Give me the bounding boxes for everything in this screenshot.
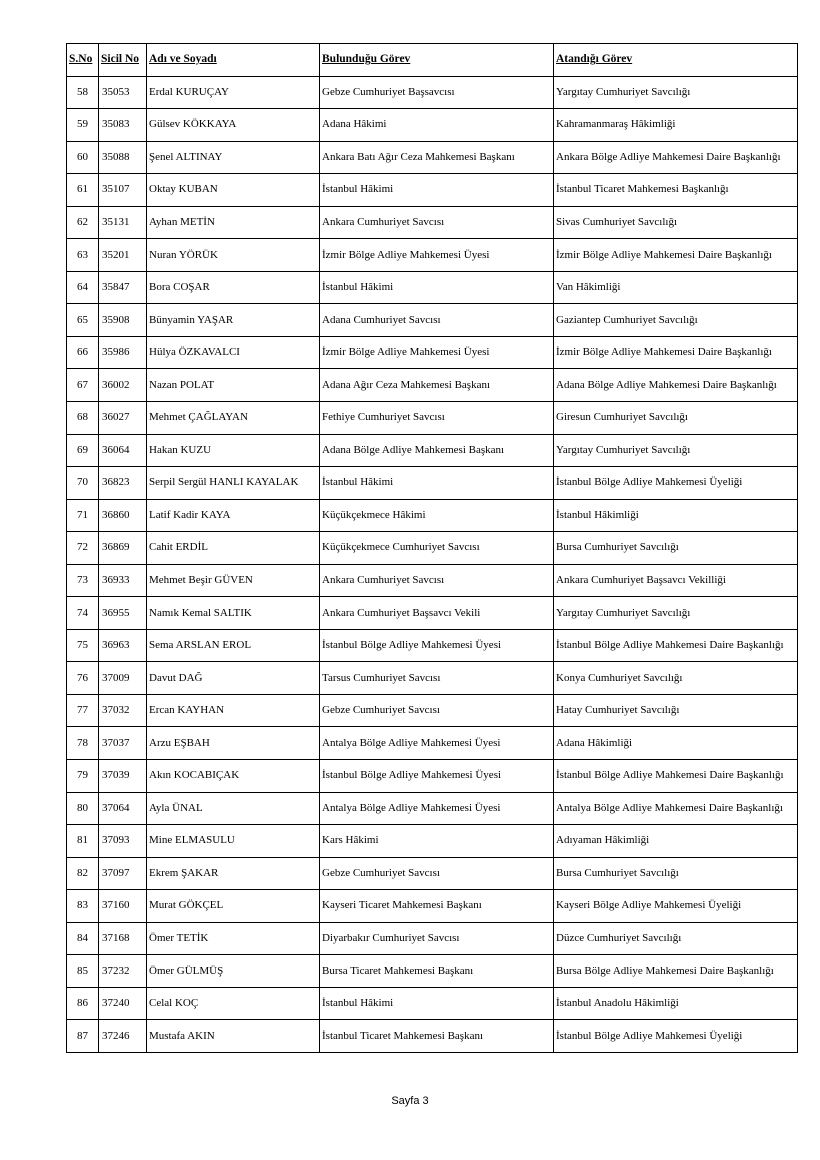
- cell-current-position: Ankara Batı Ağır Ceza Mahkemesi Başkanı: [320, 141, 554, 174]
- cell-current-position: İzmir Bölge Adliye Mahkemesi Üyesi: [320, 336, 554, 369]
- cell-sicil-no: 37032: [99, 694, 147, 727]
- cell-sicil-no: 37037: [99, 727, 147, 760]
- cell-sno: 75: [67, 629, 99, 662]
- cell-sno: 87: [67, 1020, 99, 1053]
- header-assigned-position: Atandığı Görev: [554, 44, 798, 77]
- table-row: [67, 402, 798, 435]
- table-row: [67, 336, 798, 369]
- cell-name: Erdal KURUÇAY: [147, 76, 320, 109]
- cell-sicil-no: 36869: [99, 532, 147, 565]
- page-number: Sayfa 3: [391, 1095, 429, 1107]
- cell-sicil-no: 37168: [99, 922, 147, 955]
- cell-current-position: Gebze Cumhuriyet Savcısı: [320, 694, 554, 727]
- cell-current-position: İstanbul Bölge Adliye Mahkemesi Üyesi: [320, 629, 554, 662]
- cell-name: Namık Kemal SALTIK: [147, 597, 320, 630]
- cell-assigned-position: İzmir Bölge Adliye Mahkemesi Daire Başkanlığı: [554, 336, 798, 369]
- cell-sno: 76: [67, 662, 99, 695]
- cell-sicil-no: 37064: [99, 792, 147, 825]
- cell-sno: 69: [67, 434, 99, 467]
- cell-sicil-no: 37093: [99, 825, 147, 858]
- cell-sicil-no: 37097: [99, 857, 147, 890]
- cell-name: Ekrem ŞAKAR: [147, 857, 320, 890]
- cell-sicil-no: 37009: [99, 662, 147, 695]
- cell-assigned-position: Yargıtay Cumhuriyet Savcılığı: [554, 76, 798, 109]
- table-row: [67, 499, 798, 532]
- cell-name: Ömer GÜLMÜŞ: [147, 955, 320, 988]
- cell-assigned-position: Giresun Cumhuriyet Savcılığı: [554, 402, 798, 435]
- cell-sicil-no: 35986: [99, 336, 147, 369]
- cell-name: Celal KOÇ: [147, 987, 320, 1020]
- cell-sicil-no: 35131: [99, 206, 147, 239]
- table-row: [67, 662, 798, 695]
- cell-current-position: İstanbul Hâkimi: [320, 174, 554, 207]
- cell-name: Akın KOCABIÇAK: [147, 760, 320, 793]
- cell-current-position: Kars Hâkimi: [320, 825, 554, 858]
- appointments-table: [66, 43, 798, 1053]
- cell-sno: 71: [67, 499, 99, 532]
- cell-sno: 74: [67, 597, 99, 630]
- cell-current-position: Adana Hâkimi: [320, 109, 554, 142]
- cell-sno: 79: [67, 760, 99, 793]
- cell-sicil-no: 35083: [99, 109, 147, 142]
- header-current-position: Bulunduğu Görev: [320, 44, 554, 77]
- table-row: [67, 922, 798, 955]
- table-row: [67, 597, 798, 630]
- cell-name: Ayhan METİN: [147, 206, 320, 239]
- cell-sno: 64: [67, 271, 99, 304]
- cell-sicil-no: 35053: [99, 76, 147, 109]
- table-row: [67, 206, 798, 239]
- cell-name: Bora COŞAR: [147, 271, 320, 304]
- cell-assigned-position: Ankara Cumhuriyet Başsavcı Vekilliği: [554, 564, 798, 597]
- cell-assigned-position: Yargıtay Cumhuriyet Savcılığı: [554, 597, 798, 630]
- cell-sno: 61: [67, 174, 99, 207]
- cell-name: Hakan KUZU: [147, 434, 320, 467]
- cell-name: Arzu EŞBAH: [147, 727, 320, 760]
- cell-name: Mine ELMASULU: [147, 825, 320, 858]
- cell-sicil-no: 37160: [99, 890, 147, 923]
- cell-current-position: İstanbul Hâkimi: [320, 987, 554, 1020]
- cell-sno: 72: [67, 532, 99, 565]
- table-row: [67, 727, 798, 760]
- cell-current-position: Küçükçekmece Cumhuriyet Savcısı: [320, 532, 554, 565]
- cell-sicil-no: 36027: [99, 402, 147, 435]
- cell-sicil-no: 37232: [99, 955, 147, 988]
- cell-name: Murat GÖKÇEL: [147, 890, 320, 923]
- table-row: [67, 141, 798, 174]
- cell-sicil-no: 37246: [99, 1020, 147, 1053]
- cell-current-position: Tarsus Cumhuriyet Savcısı: [320, 662, 554, 695]
- cell-sicil-no: 35908: [99, 304, 147, 337]
- table-row: [67, 434, 798, 467]
- table-row: [67, 694, 798, 727]
- cell-sno: 60: [67, 141, 99, 174]
- cell-sno: 84: [67, 922, 99, 955]
- cell-assigned-position: Hatay Cumhuriyet Savcılığı: [554, 694, 798, 727]
- cell-current-position: İstanbul Bölge Adliye Mahkemesi Üyesi: [320, 760, 554, 793]
- cell-name: Nazan POLAT: [147, 369, 320, 402]
- cell-sno: 81: [67, 825, 99, 858]
- cell-current-position: İstanbul Hâkimi: [320, 467, 554, 500]
- cell-assigned-position: Gaziantep Cumhuriyet Savcılığı: [554, 304, 798, 337]
- header-sicil-no: Sicil No: [99, 44, 147, 77]
- cell-assigned-position: Bursa Bölge Adliye Mahkemesi Daire Başkanlığı: [554, 955, 798, 988]
- cell-assigned-position: İstanbul Ticaret Mahkemesi Başkanlığı: [554, 174, 798, 207]
- cell-assigned-position: Kahramanmaraş Hâkimliği: [554, 109, 798, 142]
- cell-assigned-position: Düzce Cumhuriyet Savcılığı: [554, 922, 798, 955]
- cell-current-position: Adana Ağır Ceza Mahkemesi Başkanı: [320, 369, 554, 402]
- cell-sno: 73: [67, 564, 99, 597]
- header-name: Adı ve Soyadı: [147, 44, 320, 77]
- cell-sno: 68: [67, 402, 99, 435]
- cell-assigned-position: Konya Cumhuriyet Savcılığı: [554, 662, 798, 695]
- cell-sno: 83: [67, 890, 99, 923]
- cell-assigned-position: Yargıtay Cumhuriyet Savcılığı: [554, 434, 798, 467]
- cell-sicil-no: 37039: [99, 760, 147, 793]
- cell-name: Sema ARSLAN EROL: [147, 629, 320, 662]
- cell-sno: 77: [67, 694, 99, 727]
- cell-sicil-no: 35201: [99, 239, 147, 272]
- table-row: [67, 1020, 798, 1053]
- cell-sicil-no: 36933: [99, 564, 147, 597]
- table-row: [67, 825, 798, 858]
- cell-sno: 65: [67, 304, 99, 337]
- table-row: [67, 629, 798, 662]
- cell-assigned-position: Antalya Bölge Adliye Mahkemesi Daire Başkanlığı: [554, 792, 798, 825]
- cell-assigned-position: Adıyaman Hâkimliği: [554, 825, 798, 858]
- cell-sno: 80: [67, 792, 99, 825]
- cell-current-position: Gebze Cumhuriyet Savcısı: [320, 857, 554, 890]
- cell-assigned-position: İstanbul Hâkimliği: [554, 499, 798, 532]
- cell-name: Bünyamin YAŞAR: [147, 304, 320, 337]
- table-row: [67, 532, 798, 565]
- cell-sno: 82: [67, 857, 99, 890]
- cell-current-position: Ankara Cumhuriyet Savcısı: [320, 564, 554, 597]
- table-row: [67, 987, 798, 1020]
- cell-assigned-position: Adana Hâkimliği: [554, 727, 798, 760]
- cell-sno: 66: [67, 336, 99, 369]
- table-row: [67, 271, 798, 304]
- cell-name: Ayla ÜNAL: [147, 792, 320, 825]
- cell-sno: 86: [67, 987, 99, 1020]
- cell-sicil-no: 36064: [99, 434, 147, 467]
- cell-sno: 62: [67, 206, 99, 239]
- cell-current-position: Küçükçekmece Hâkimi: [320, 499, 554, 532]
- cell-current-position: Adana Cumhuriyet Savcısı: [320, 304, 554, 337]
- table-row: [67, 890, 798, 923]
- cell-current-position: Gebze Cumhuriyet Başsavcısı: [320, 76, 554, 109]
- cell-sno: 58: [67, 76, 99, 109]
- cell-sicil-no: 36955: [99, 597, 147, 630]
- table-row: [67, 792, 798, 825]
- table-row: [67, 955, 798, 988]
- cell-sno: 63: [67, 239, 99, 272]
- table-row: [67, 304, 798, 337]
- cell-sno: 70: [67, 467, 99, 500]
- table-row: [67, 857, 798, 890]
- cell-sicil-no: 35847: [99, 271, 147, 304]
- cell-name: Latif Kadir KAYA: [147, 499, 320, 532]
- cell-name: Mehmet ÇAĞLAYAN: [147, 402, 320, 435]
- cell-name: Şenel ALTINAY: [147, 141, 320, 174]
- table-row: [67, 174, 798, 207]
- cell-current-position: Kayseri Ticaret Mahkemesi Başkanı: [320, 890, 554, 923]
- cell-name: Mustafa AKIN: [147, 1020, 320, 1053]
- cell-current-position: Bursa Ticaret Mahkemesi Başkanı: [320, 955, 554, 988]
- cell-name: Serpil Sergül HANLI KAYALAK: [147, 467, 320, 500]
- table-header-row: [67, 44, 798, 77]
- cell-sicil-no: 36963: [99, 629, 147, 662]
- cell-assigned-position: Bursa Cumhuriyet Savcılığı: [554, 532, 798, 565]
- cell-name: Mehmet Beşir GÜVEN: [147, 564, 320, 597]
- cell-assigned-position: İstanbul Bölge Adliye Mahkemesi Üyeliği: [554, 467, 798, 500]
- cell-current-position: Ankara Cumhuriyet Başsavcı Vekili: [320, 597, 554, 630]
- cell-assigned-position: Kayseri Bölge Adliye Mahkemesi Üyeliği: [554, 890, 798, 923]
- cell-name: Hülya ÖZKAVALCI: [147, 336, 320, 369]
- cell-name: Ercan KAYHAN: [147, 694, 320, 727]
- cell-current-position: Diyarbakır Cumhuriyet Savcısı: [320, 922, 554, 955]
- table-row: [67, 369, 798, 402]
- cell-name: Nuran YÖRÜK: [147, 239, 320, 272]
- cell-assigned-position: İstanbul Anadolu Hâkimliği: [554, 987, 798, 1020]
- cell-current-position: Fethiye Cumhuriyet Savcısı: [320, 402, 554, 435]
- cell-current-position: Adana Bölge Adliye Mahkemesi Başkanı: [320, 434, 554, 467]
- table-row: [67, 564, 798, 597]
- table-body: [67, 76, 798, 1052]
- cell-sicil-no: 35088: [99, 141, 147, 174]
- cell-assigned-position: İzmir Bölge Adliye Mahkemesi Daire Başkanlığı: [554, 239, 798, 272]
- cell-sicil-no: 36823: [99, 467, 147, 500]
- header-sno: S.No: [67, 44, 99, 77]
- cell-sno: 67: [67, 369, 99, 402]
- table-row: [67, 760, 798, 793]
- cell-assigned-position: Ankara Bölge Adliye Mahkemesi Daire Başkanlığı: [554, 141, 798, 174]
- table-row: [67, 76, 798, 109]
- table-row: [67, 109, 798, 142]
- cell-name: Gülsev KÖKKAYA: [147, 109, 320, 142]
- cell-sicil-no: 35107: [99, 174, 147, 207]
- cell-assigned-position: İstanbul Bölge Adliye Mahkemesi Üyeliği: [554, 1020, 798, 1053]
- cell-assigned-position: Adana Bölge Adliye Mahkemesi Daire Başkanlığı: [554, 369, 798, 402]
- cell-name: Cahit ERDİL: [147, 532, 320, 565]
- table-row: [67, 467, 798, 500]
- cell-assigned-position: Bursa Cumhuriyet Savcılığı: [554, 857, 798, 890]
- cell-assigned-position: İstanbul Bölge Adliye Mahkemesi Daire Başkanlığı: [554, 760, 798, 793]
- cell-sicil-no: 36002: [99, 369, 147, 402]
- cell-sno: 78: [67, 727, 99, 760]
- cell-current-position: İstanbul Hâkimi: [320, 271, 554, 304]
- cell-current-position: İzmir Bölge Adliye Mahkemesi Üyesi: [320, 239, 554, 272]
- cell-sicil-no: 37240: [99, 987, 147, 1020]
- table-row: [67, 239, 798, 272]
- cell-assigned-position: İstanbul Bölge Adliye Mahkemesi Daire Başkanlığı: [554, 629, 798, 662]
- cell-name: Davut DAĞ: [147, 662, 320, 695]
- cell-current-position: Antalya Bölge Adliye Mahkemesi Üyesi: [320, 792, 554, 825]
- cell-name: Oktay KUBAN: [147, 174, 320, 207]
- cell-name: Ömer TETİK: [147, 922, 320, 955]
- cell-current-position: İstanbul Ticaret Mahkemesi Başkanı: [320, 1020, 554, 1053]
- cell-sno: 59: [67, 109, 99, 142]
- cell-assigned-position: Sivas Cumhuriyet Savcılığı: [554, 206, 798, 239]
- cell-current-position: Antalya Bölge Adliye Mahkemesi Üyesi: [320, 727, 554, 760]
- cell-assigned-position: Van Hâkimliği: [554, 271, 798, 304]
- cell-sno: 85: [67, 955, 99, 988]
- cell-sicil-no: 36860: [99, 499, 147, 532]
- cell-current-position: Ankara Cumhuriyet Savcısı: [320, 206, 554, 239]
